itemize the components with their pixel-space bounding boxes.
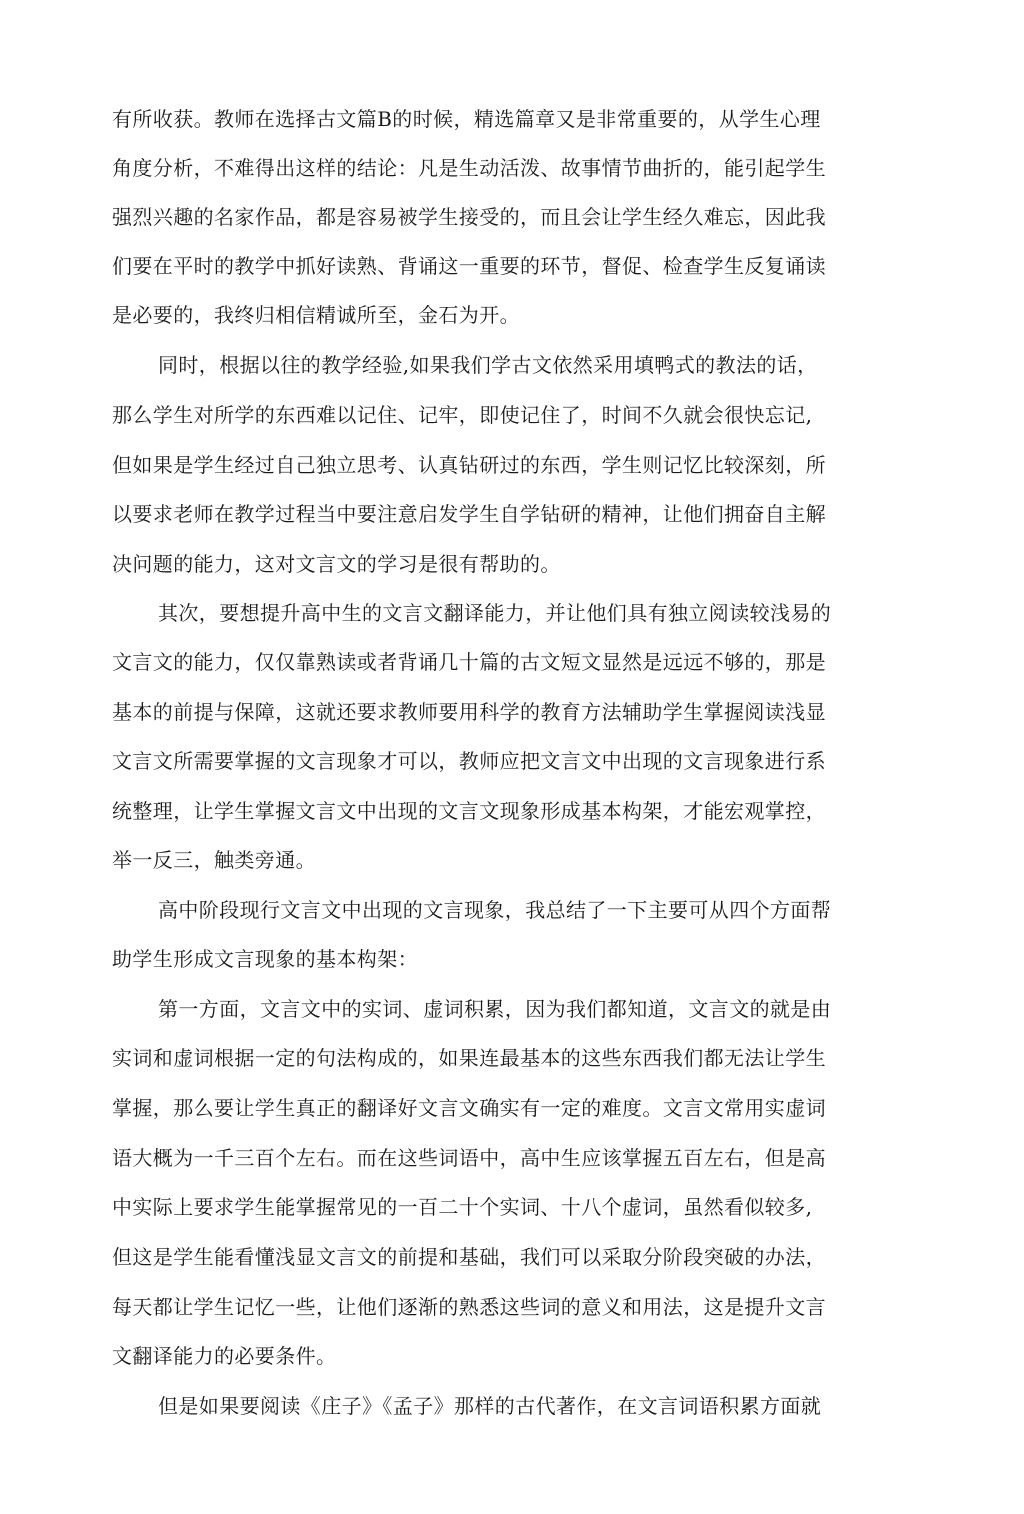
text-line: 强烈兴趣的名家作品，都是容易被学生接受的，而且会让学生经久难忘，因此我 [112,205,826,229]
text-line: 基本的前提与保障，这就还要求教师要用科学的教育方法辅助学生掌握阅读浅显 [112,700,826,724]
paragraph-first-line: 其次，要想提升高中生的文言文翻译能力，并让他们具有独立阅读较浅易的 [158,601,832,625]
text-line: 中实际上要求学生能掌握常见的一百二十个实词、十八个虚词，虽然看似较多, [112,1195,813,1219]
paragraph-first-line: 但是如果要阅读《庄子》《孟子》那样的古代著作，在文言词语积累方面就 [158,1394,822,1418]
text-line: 有所收获。教师在选择古文篇B的时候，精选篇章又是非常重要的，从学生心理 [112,107,821,131]
paragraph-first-line: 同时，根据以往的教学经验,如果我们学古文依然采用填鸭式的教法的话， [158,353,818,377]
text-line: 决问题的能力，这对文言文的学习是很有帮助的。 [112,552,561,576]
text-line: 掌握，那么要让学生真正的翻译好文言文确实有一定的难度。文言文常用实虚词 [112,1096,826,1120]
text-line: 统整理，让学生掌握文言文中出现的文言文现象形成基本构架，才能宏观掌控， [112,799,826,823]
text-line: 文言文所需要掌握的文言现象才可以，教师应把文言文中出现的文言现象进行系 [112,749,826,773]
text-line: 每天都让学生记忆一些，让他们逐渐的熟悉这些词的意义和用法，这是提升文言 [112,1295,826,1319]
text-line: 举一反三，触类旁通。 [112,848,316,872]
paragraph-first-line: 第一方面，文言文中的实词、虚词积累，因为我们都知道，文言文的就是由 [158,997,832,1021]
text-line: 们要在平时的教学中抓好读熟、背诵这一重要的环节，督促、检查学生反复诵读 [112,254,826,278]
text-line: 那么学生对所学的东西难以记住、记牢，即使记住了，时间不久就会很快忘记, [112,403,813,427]
text-line: 实词和虚词根据一定的句法构成的，如果连最基本的这些东西我们都无法让学生 [112,1046,826,1070]
text-line: 文言文的能力，仅仅靠熟读或者背诵几十篇的古文短文显然是远远不够的，那是 [112,650,826,674]
text-line: 助学生形成文言现象的基本构架： [112,947,418,971]
text-line: 但这是学生能看懂浅显文言文的前提和基础，我们可以采取分阶段突破的办法， [112,1245,826,1269]
text-line: 以要求老师在教学过程当中要注意启发学生自学钻研的精神，让他们拥奋自主解 [112,502,826,526]
text-line: 文翻译能力的必要条件。 [112,1344,337,1368]
text-line: 是必要的，我终归相信精诚所至，金石为开。 [112,303,520,327]
text-line: 角度分析，不难得出这样的结论：凡是生动活泼、故事情节曲折的，能引起学生 [112,156,826,180]
paragraph-first-line: 高中阶段现行文言文中出现的文言现象，我总结了一下主要可从四个方面帮 [158,898,832,922]
text-line: 但如果是学生经过自己独立思考、认真钻研过的东西，学生则记忆比较深刻，所 [112,453,826,477]
text-line: 语大概为一千三百个左右。而在这些词语中，高中生应该掌握五百左右，但是高 [112,1146,826,1170]
